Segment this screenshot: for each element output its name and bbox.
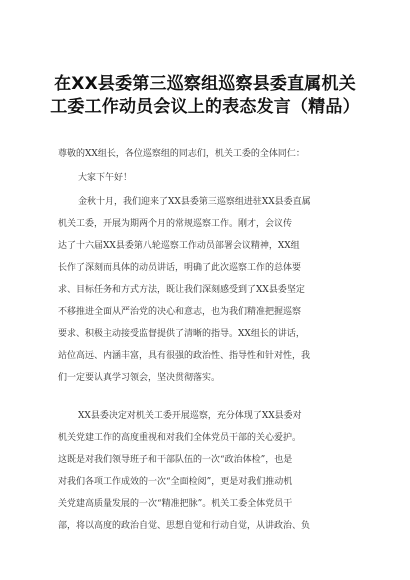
document-title-line-2: 工委工作动员会议上的表态发言（精品） (50, 97, 360, 117)
paragraph-2-line-4: 对我们各项工作成效的一次“全面检阅”，更是对我们推动机 (58, 477, 293, 487)
greeting-line: 大家下午好！ (78, 173, 133, 183)
paragraph-2-line-1: XX县委决定对机关工委开展巡察，充分体现了XX县委对 (78, 411, 302, 421)
paragraph-2-line-5: 关党建高质量发展的一次“精准把脉”。机关工委全体党员干 (58, 499, 293, 509)
paragraph-1-line-9: 们一定要认真学习领会，坚决贯彻落实。 (58, 373, 221, 383)
paragraph-2-line-3: 这既是对我们领导班子和干部队伍的一次“政治体检”，也是 (58, 455, 293, 465)
document-title-line-1: 在XX县委第三巡察组巡察县委直属机关 (54, 74, 356, 94)
paragraph-1-line-3: 达了十六届XX县委第八轮巡察工作动员部署会议精神，XX组 (58, 241, 300, 251)
paragraph-1-line-6: 不移推进全面从严治党的决心和意志，也为我们精准把握巡察 (58, 307, 302, 317)
paragraph-1-line-4: 长作了深刻而具体的动员讲话，明确了此次巡察工作的总体要 (58, 263, 302, 273)
paragraph-1-line-5: 求、目标任务和方式方法，既让我们深刻感受到了XX县委坚定 (58, 285, 305, 295)
paragraph-1-line-7: 要求、积极主动接受监督提供了清晰的指导。XX组长的讲话， (58, 329, 305, 339)
paragraph-1-line-8: 站位高远、内涵丰富，具有很强的政治性、指导性和针对性，我 (58, 351, 311, 361)
paragraph-1-line-2: 机关工委，开展为期两个月的常规巡察工作。刚才，会议传 (58, 219, 293, 229)
paragraph-2-line-2: 机关党建工作的高度重视和对我们全体党员干部的关心爱护。 (58, 433, 302, 443)
paragraph-1-line-1: 金秋十月，我们迎来了XX县委第三巡察组进驻XX县委直属 (78, 197, 311, 207)
paragraph-2-line-6: 部，将以高度的政治自觉、思想自觉和行动自觉，从讲政治、负 (58, 521, 311, 531)
salutation-line: 尊敬的XX组长，各位巡察组的同志们，机关工委的全体同仁： (58, 149, 305, 159)
